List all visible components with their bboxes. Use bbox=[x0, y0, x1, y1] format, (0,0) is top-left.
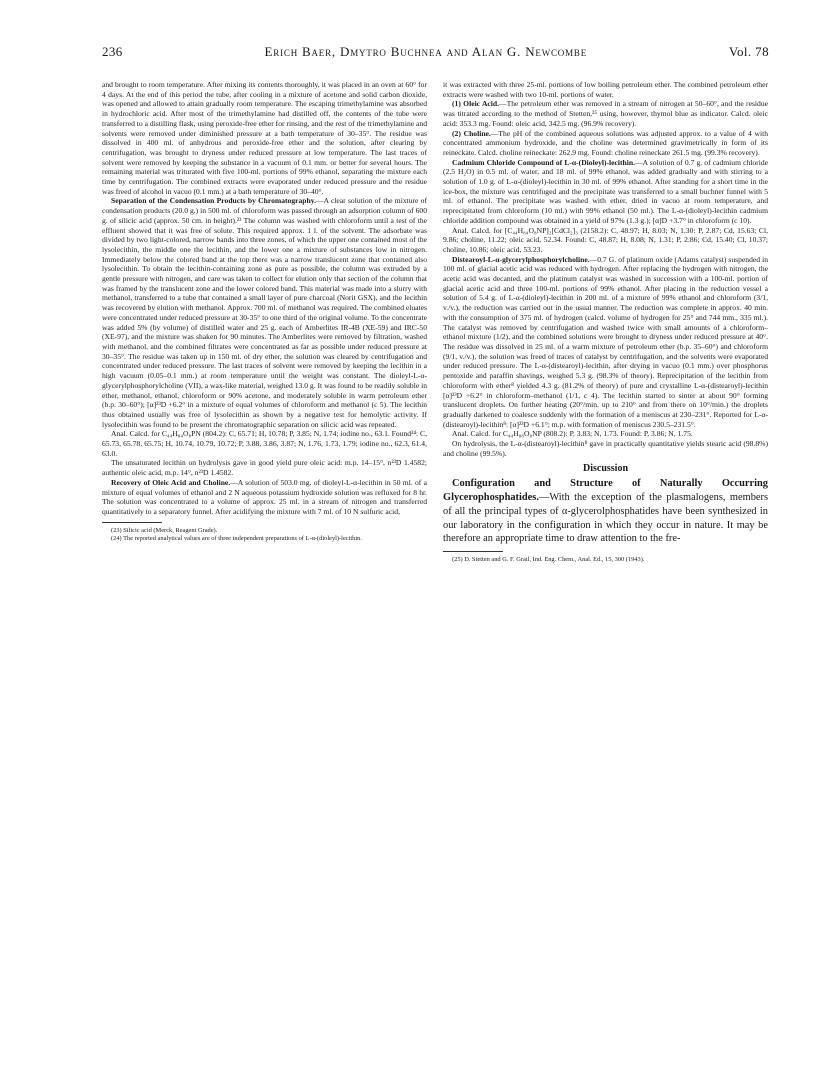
right-column bbox=[443, 80, 768, 564]
hydrolysis-paragraph: The unsaturated lecithin on hydrolysis gave in good yield pure oleic acid: m.p. 14–15°, n²³D 1.4582; authentic oleic acid, m.p. 14°, n²³D 1.4582. bbox=[102, 458, 427, 478]
left-column bbox=[102, 80, 427, 564]
recovery-heading: Recovery of Oleic Acid and Choline. bbox=[111, 477, 231, 487]
distearoyl-text: —0.7 G. of platinum oxide (Adams catalyst) suspended in 100 ml. of glacial acetic acid was reduced with hydrogen. After replacing the hydrogen with nitrogen, the acetic acid was decanted, and the platinum catalyst was washed in succession with a 100-ml. portion of glacial acetic acid and three 100-ml. portions of 99% ethanol. After placing in the reduction vessel a solution of 5.4 g. of L-α-(dioleyl)-lecithin in 200 ml. of a mixture of 99% ethanol and chloroform (3/1, v./v.), the reduction was carried out in the usual manner. The reduction was complete in approx. 40 min. with the consumption of 375 ml. of hydrogen (calcd. volume of hydrogen for 25° and 744 mm., 335 ml.). The catalyst was removed by centrifugation and washed twice with small amounts of a chloroform–ethanol mixture (1/2), and the combined solutions were brought to dryness under reduced pressure at 40°. The residue was dissolved in 25 ml. of a warm mixture of petroleum ether (b.p. 35–60°) and chloroform (9/1, v./v.), the solution was freed of traces of catalyst by centrifugation, and the solvents were evaporated under reduced pressure. The L-α-(distearoyl)-lecithin, after drying in vacuo (0.1 mm.) over phosphorus pentoxide and paraffin shavings, weighed 5.3 g. (98.3% of theory). Reprecipitation of the lecithin from chloroform with ether⁸ yielded 4.3 g. (81.2% of theory) of pure and crystalline L-α-(distearoyl)-lecithin [α]²³D +6.2° in chloroform–methanol (1/1, c 4). The lecithin started to sinter at about 90° forming translucent droplets. On further heating (20°/min. up to 210° and from there on 10°/min.) the droplets gradually darkened to coalesce suddenly with the formation of a meniscus at 230–231°. Reported for L-α-(distearoyl)-lecithin⁸: [α]²³D +6.1°; m.p. with formation of meniscus 230.5–231.5°. bbox=[443, 254, 768, 429]
two-column-body bbox=[102, 80, 769, 564]
running-header bbox=[102, 44, 769, 66]
oleic-heading: (1) Oleic Acid. bbox=[452, 99, 500, 109]
distearoyl-paragraph bbox=[443, 255, 768, 430]
cadmium-paragraph bbox=[443, 158, 768, 226]
configuration-paragraph bbox=[443, 477, 768, 546]
choline-heading: (2) Choline. bbox=[452, 128, 491, 138]
configuration-text: —With the exception of the plasmalogens, members of all the principal types of α-glycerolphosphatides have been synthesized in our laboratory in the configuration in which they occur in nature. It may be therefore an appropriate time to draw attention to the fre- bbox=[443, 491, 768, 545]
discussion-heading: Discussion bbox=[582, 463, 628, 475]
distearoyl-heading: Distearoyl-L-α-glycerylphosphorylcholine. bbox=[452, 254, 590, 264]
oleic-text: —The petroleum ether was removed in a stream of nitrogen at 50–60°, and the residue was titrated according to the method of Stetten,²⁵ using, however, thymol blue as indicator. Calcd. oleic acid: 353.3 mg. Found: oleic acid, 342.5 mg. (96.9% recovery). bbox=[443, 99, 768, 128]
hydrolysis-paragraph-2: On hydrolysis, the L-α-(distearoyl)-lecithin⁸ gave in practically quantitative yields stearic acid (98.8%) and choline (99.5%). bbox=[443, 439, 768, 458]
procedure-paragraph: and brought to room temperature. After mixing its contents thoroughly, it was placed in an oven at 60° for 4 days. At the end of this period the tube, after cooling in a mixture of acetone and solid carbon dioxide, was opened and allowed to attain gradually room temperature. The escaping trimethylamine was absorbed in hydrochloric acid. After most of the trimethylamine had distilled off, the contents of the tube were transferred to a distilling flask, using peroxide-free ether for rinsing, and the rest of the trimethylamine and solvents were removed under diminished pressure at a bath temperature of 30–35°. The residue was dissolved in 400 ml. of anhydrous and peroxide-free ether and the solution, after clearing by centrifugation, was brought to dryness under reduced pressure at low temperature. The last traces of solvent were removed by keeping the substance in a vacuum of 0.1 mm. or better for several hours. The remaining material was triturated with five 100-ml. portions of 99% ethanol, separating the mixture each time by centrifugation. The combined extracts were evaporated under reduced pressure and the residue was freed of alcohol in vacuo (0.1 mm.) at a bath temperature of 30–40°. bbox=[102, 80, 427, 196]
recovery-text: —A solution of 503.0 mg. of dioleyl-L-α-lecithin in 50 ml. of a mixture of equal volumes of ethanol and 2 N aqueous potassium hydroxide solution was refluxed for 8 hr. The solution was concentrated to a volume of approx. 25 ml. in a stream of nitrogen and transferred quantitatively to a separatory funnel. After acidifying the mixture with 7 ml. of 10 N sulfuric acid, bbox=[102, 477, 427, 516]
author-header: Erich Baer, Dmytro Buchnea and Alan G. Newcombe bbox=[264, 44, 588, 59]
choline-paragraph bbox=[443, 129, 768, 158]
footnotes-right bbox=[443, 556, 768, 564]
oleic-paragraph bbox=[443, 99, 768, 128]
footnote-divider-right bbox=[443, 551, 503, 552]
footnote-23: (23) Silicic acid (Merck, Reagent Grade). bbox=[111, 526, 218, 534]
configuration-heading: Configuration and Structure of Naturally Occurring Glycerophosphatides. bbox=[443, 478, 768, 503]
recovery-paragraph bbox=[102, 478, 427, 517]
cadmium-heading: Cadmium Chloride Compound of L-α-(Dioleyl)-lecithin. bbox=[452, 157, 635, 167]
analysis-paragraph: Anal. Calcd. for C₄₄H₈₄O₈PN (804.2): C, 65.71; H, 10.78; P, 3.85; N, 1.74; iodine no., 63.1. Found²⁴: C, 65.73, 65.78, 65.75; H, 10.74, 10.79, 10.72; P, 3.88, 3.86, 3.87; N, 1.76, 1.73, 1.79; iodine no., 62.3, 61.4, 63.0. bbox=[102, 429, 427, 458]
analysis-paragraph-2: Anal. Calcd. for [C₄₄H₈₄O₈NP]₂[CdCl₂]₃ (2158.2): C, 48.97; H, 8.03; N, 1.30: P, 2.87; Cd, 15.63; Cl, 9.86; choline, 11.22; oleic acid, 52.34. Found: C, 48.87; H, 8.08; N, 1.31; P, 2.86; Cd, 15.40; Cl, 10.37; choline, 10.86; oleic acid, 53.23. bbox=[443, 225, 768, 254]
footnote-25: (25) D. Stetten and G. F. Grail, Ind. Eng. Chem., Anal. Ed., 15, 300 (1943). bbox=[452, 556, 645, 564]
extraction-paragraph: it was extracted with three 25-ml. portions of low boiling petroleum ether. The combined petroleum ether extracts were washed with two 10-ml. portions of water. bbox=[443, 80, 768, 99]
separation-paragraph bbox=[102, 196, 427, 429]
footnote-divider bbox=[102, 522, 162, 523]
footnote-24: (24) The reported analytical values are of three independent preparations of L-α-(dioleyl)-lecithin. bbox=[111, 534, 362, 542]
footnotes-left bbox=[102, 527, 427, 543]
choline-text: —The pH of the combined aqueous solutions was adjusted approx. to a value of 4 with concentrated ammonium hydroxide, and the choline was determined gravimetrically in form of its reineckate. Calcd. choline reineckate: 262.9 mg. Found: choline reineckate 261.5 mg. (99.3% recovery). bbox=[443, 128, 769, 157]
separation-text: —A clear solution of the mixture of condensation products (20.0 g.) in 500 ml. of chloroform was passed through an adsorption column of 600 g. of silicic acid (approx. 50 cm. in height).²³ The column was washed with chloroform until a test of the effluent showed that it was free of solute. This required approx. 1 l. of the solvent. The adsorbate was divided by two light-colored, narrow bands into three zones, of which the upper one contained most of the lysolecithin, the middle one the lecithin, and the lower one a mixture of substances low in nitrogen. Immediately below the colored band at the top there was a narrow translucent zone that contained also lysolecithin. To obtain the lecithin-containing zone as pure as possible, the column was extruded by a gentle pressure with nitrogen, and care was taken to collect for elution only that section of the column that was framed by the translucent zone and the lower colored band. This material was made into a slurry with methanol, transferred to a tube that contained a small layer of pure charcoal (Norit GSX), and the lecithin was recovered by elution with methanol. Approx. 700 ml. of methanol was required. The combined eluates were concentrated under reduced pressure at 30-35° to one third of the original volume. To the concentrate was added 5% (by volume) of distilled water and 25 g. each of Amberlites IR-4B (XE-59) and IRC-50 (XE-97), and the mixture was shaken for 90 minutes. The Amberlites were removed by filtration, washed with methanol, and the combined filtrates were concentrated as far as possible under reduced pressure at 30–35°. The residue was taken up in 150 ml. of dry ether, the solution was cleared by centrifugation and concentrated under reduced pressure. The last traces of solvent were removed by keeping the lecithin in a high vacuum (0.05–0.1 mm.) at room temperature until the weight was constant. The dioleyl-L-α-glycerylphosphorylcholine (VII), a wax-like material, weighed 13.0 g. It was found to be readily soluble in ether, methanol, ethanol, chloroform or 90% acetone, and moderately soluble in warm petroleum ether (b.p. 30–60°); [α]²³D +6.2° in a mixture of equal volumes of chloroform and methanol (c 5). The lecithin thus obtained usually was free of lysolecithin as shown by a negative test for hemolytic activity. If lysolecithin was found to be present the chromatographic separation on silicic acid was repeated. bbox=[102, 196, 427, 429]
page-number: 236 bbox=[102, 44, 123, 59]
analysis-paragraph-3: Anal. Calcd. for C₄₄H₈₈O₈NP (808.2): P, 3.83; N, 1.73. Found: P, 3.86; N, 1.75. bbox=[452, 429, 693, 439]
separation-heading: Separation of the Condensation Products by Chromatography. bbox=[111, 196, 317, 206]
volume-label: Vol. 78 bbox=[728, 44, 769, 59]
cadmium-text: —A solution of 0.7 g. of cadmium chloride (2.5 H₂O) in 0.5 ml. of water, and 18 ml. of 99% ethanol, was added gradually and with stirring to a solution of 1.0 g. of L-α-(dioleyl)-lecithin in 30 ml. of 99% ethanol. After standing for a short time in the ice-box, the mixture was centrifuged and the precipitate was transferred to a small buchner funnel with 5 ml. of ethanol. The precipitate was washed with ether, dried in vacuo at room temperature, and reprecipitated from chloroform (10 ml.) with 99% ethanol (50 ml.). The L-α-(dioleyl)-lecithin cadmium chloride addition compound was obtained in a yield of 97% (1.3 g.); [α]D +3.7° in chloroform (c 10). bbox=[443, 157, 768, 225]
